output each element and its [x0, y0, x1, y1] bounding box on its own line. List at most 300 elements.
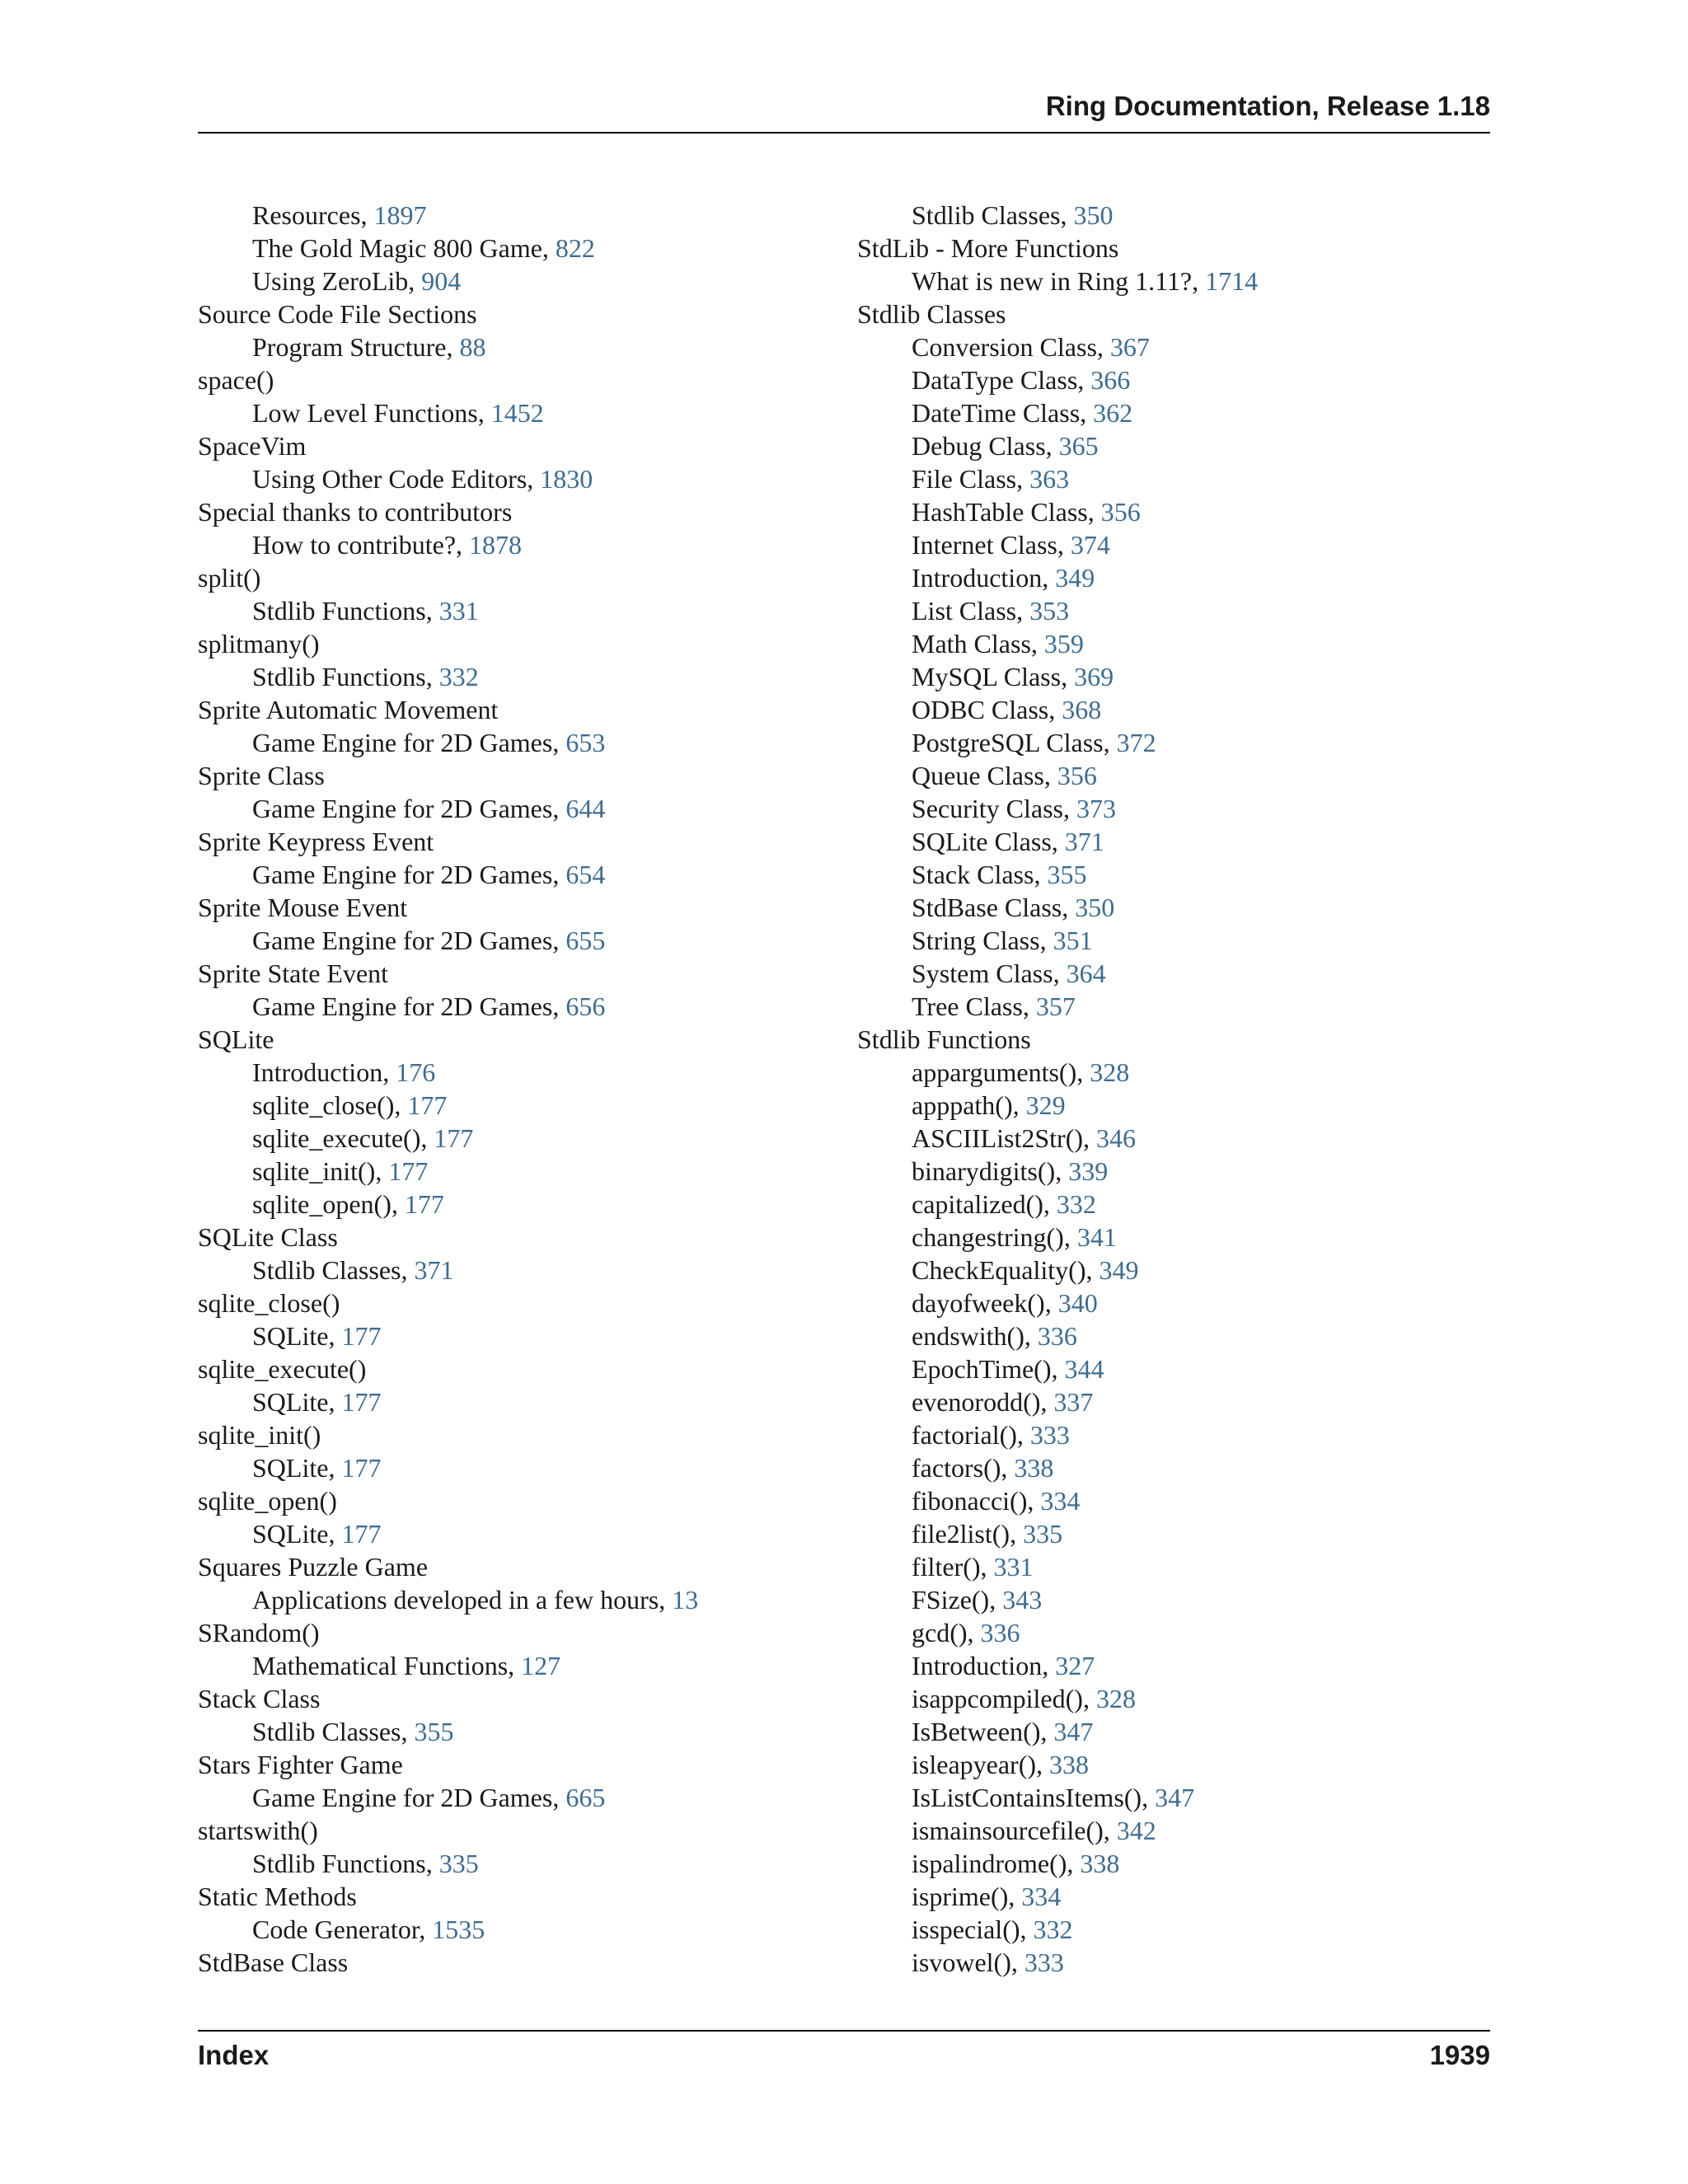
index-entry	[198, 1814, 857, 1847]
index-term: EpochTime(),	[912, 1354, 1065, 1384]
index-term: Mathematical Functions,	[252, 1651, 522, 1680]
index-term: MySQL Class,	[912, 662, 1075, 691]
page-link[interactable]: 341	[1076, 1222, 1117, 1252]
index-term: sqlite_close()	[198, 1288, 340, 1318]
page-link[interactable]: 1452	[490, 398, 544, 428]
index-subentry	[198, 1715, 857, 1748]
page-link[interactable]: 373	[1076, 794, 1116, 823]
index-subentry	[198, 1451, 857, 1484]
index-term: Debug Class,	[912, 431, 1059, 461]
index-term: Code Generator,	[252, 1915, 433, 1944]
index-subentry	[857, 1847, 1517, 1880]
index-term: Game Engine for 2D Games,	[252, 728, 566, 757]
index-term: Game Engine for 2D Games,	[252, 926, 566, 955]
index-subentry	[198, 1583, 857, 1616]
index-subentry	[857, 1550, 1517, 1583]
page-link[interactable]: 374	[1070, 530, 1110, 560]
index-subentry	[198, 1649, 857, 1682]
index-subentry	[857, 1583, 1517, 1616]
index-term: SQLite,	[252, 1387, 342, 1417]
index-term: ispalindrome(),	[912, 1849, 1081, 1878]
page-link[interactable]: 371	[414, 1255, 454, 1285]
page-link[interactable]: 177	[341, 1321, 382, 1351]
page-link[interactable]: 177	[341, 1519, 382, 1549]
page-link[interactable]: 340	[1057, 1288, 1098, 1318]
index-subentry	[857, 924, 1517, 957]
index-term: Tree Class,	[912, 991, 1036, 1021]
index-term: Game Engine for 2D Games,	[252, 860, 566, 889]
index-subentry	[857, 759, 1517, 792]
index-subentry	[857, 1517, 1517, 1550]
index-subentry	[857, 792, 1517, 825]
index-subentry	[857, 495, 1517, 528]
index-subentry	[857, 1319, 1517, 1352]
index-term: Stdlib Classes,	[252, 1255, 415, 1285]
index-term: Stdlib Functions	[857, 1024, 1031, 1054]
index-term: Low Level Functions,	[252, 398, 491, 428]
index-term: isappcompiled(),	[912, 1684, 1096, 1713]
index-term: CheckEquality(),	[912, 1255, 1100, 1285]
page-link[interactable]: 338	[1049, 1750, 1090, 1779]
page-link[interactable]: 13	[672, 1585, 699, 1615]
index-term: Introduction,	[912, 1651, 1056, 1680]
index-term: Using Other Code Editors,	[252, 464, 541, 494]
page-link[interactable]: 656	[565, 991, 606, 1021]
page-link[interactable]: 362	[1093, 398, 1133, 428]
index-term: Stdlib Classes	[857, 299, 1006, 329]
page-link[interactable]: 338	[1014, 1453, 1054, 1483]
index-term: Stack Class	[198, 1684, 321, 1713]
page-link[interactable]: 365	[1058, 431, 1099, 461]
page-link[interactable]: 356	[1100, 497, 1141, 527]
index-subentry	[857, 627, 1517, 660]
index-term: capitalized(),	[912, 1189, 1057, 1219]
page-link[interactable]: 372	[1116, 728, 1156, 757]
index-entry	[857, 298, 1517, 330]
page-link[interactable]: 1535	[432, 1915, 485, 1944]
page-link[interactable]: 346	[1096, 1123, 1136, 1153]
index-term: Applications developed in a few hours,	[252, 1585, 673, 1615]
index-term: HashTable Class,	[912, 497, 1101, 527]
index-subentry	[198, 462, 857, 495]
page-link[interactable]: 339	[1068, 1156, 1109, 1186]
index-subentry	[198, 660, 857, 693]
page-link[interactable]: 654	[565, 860, 606, 889]
index-subentry	[857, 1682, 1517, 1715]
index-subentry	[857, 561, 1517, 594]
page-link[interactable]: 127	[521, 1651, 561, 1680]
index-subentry	[857, 1814, 1517, 1847]
page-link[interactable]: 822	[555, 233, 595, 263]
index-subentry	[857, 330, 1517, 363]
index-term: SQLite Class,	[912, 827, 1065, 856]
index-subentry	[857, 825, 1517, 858]
index-term: PostgreSQL Class,	[912, 728, 1117, 757]
index-subentry	[857, 1385, 1517, 1418]
index-term: gcd(),	[912, 1618, 981, 1647]
index-subentry	[857, 429, 1517, 462]
index-subentry	[857, 199, 1517, 232]
page-link[interactable]: 347	[1053, 1717, 1094, 1746]
page-link[interactable]: 350	[1073, 200, 1114, 230]
index-term: IsListContainsItems(),	[912, 1783, 1156, 1812]
page-link[interactable]: 1878	[469, 530, 523, 560]
page-link[interactable]: 356	[1057, 761, 1097, 790]
page-link[interactable]: 644	[565, 794, 606, 823]
index-term: FSize(),	[912, 1585, 1003, 1615]
page-link[interactable]: 350	[1075, 893, 1115, 922]
index-subentry	[857, 1188, 1517, 1221]
index-subentry	[857, 726, 1517, 759]
index-term: isvowel(),	[912, 1947, 1025, 1977]
page-link[interactable]: 334	[1040, 1486, 1081, 1516]
index-subentry	[857, 1946, 1517, 1979]
index-term: Game Engine for 2D Games,	[252, 1783, 566, 1812]
index-term: SQLite,	[252, 1519, 342, 1549]
index-term: split()	[198, 563, 261, 593]
index-term: Game Engine for 2D Games,	[252, 991, 566, 1021]
index-term: Queue Class,	[912, 761, 1057, 790]
page-link[interactable]: 655	[565, 926, 606, 955]
index-term: StdBase Class,	[912, 893, 1076, 922]
page-link[interactable]: 334	[1021, 1882, 1062, 1911]
index-subentry	[198, 1056, 857, 1089]
page-link[interactable]: 331	[438, 596, 479, 626]
index-term: Sprite Class	[198, 761, 325, 790]
index-subentry	[198, 990, 857, 1023]
index-subentry	[198, 330, 857, 363]
page-link[interactable]: 332	[1033, 1915, 1073, 1944]
page-link[interactable]: 1830	[540, 464, 593, 494]
page-link[interactable]: 347	[1155, 1783, 1195, 1812]
index-term: factorial(),	[912, 1420, 1030, 1450]
page-footer	[198, 2030, 1490, 2071]
index-term: apparguments(),	[912, 1057, 1090, 1087]
page-link[interactable]: 351	[1053, 926, 1093, 955]
page-link[interactable]: 176	[396, 1057, 436, 1087]
index-subentry	[857, 1089, 1517, 1122]
index-subentry	[857, 363, 1517, 396]
page-link[interactable]: 344	[1064, 1354, 1104, 1384]
index-entry	[198, 1352, 857, 1385]
index-term: Stdlib Functions,	[252, 596, 439, 626]
page-link[interactable]: 332	[1056, 1189, 1096, 1219]
page-link[interactable]: 371	[1064, 827, 1104, 856]
index-subentry	[857, 1418, 1517, 1451]
index-term: Sprite State Event	[198, 958, 389, 988]
index-entry	[198, 1682, 857, 1715]
index-subentry	[198, 594, 857, 627]
index-entry	[198, 1023, 857, 1056]
index-term: Program Structure,	[252, 332, 460, 362]
page-link[interactable]: 343	[1002, 1585, 1043, 1615]
index-subentry	[198, 1254, 857, 1286]
index-subentry	[857, 957, 1517, 990]
index-subentry	[857, 1484, 1517, 1517]
index-term: Stack Class,	[912, 860, 1048, 889]
index-entry	[198, 561, 857, 594]
index-entry	[857, 1023, 1517, 1056]
index-term: filter(),	[912, 1552, 994, 1582]
page-link[interactable]: 363	[1029, 464, 1070, 494]
page-link[interactable]: 367	[1109, 332, 1150, 362]
index-term: startswith()	[198, 1816, 318, 1845]
index-subentry	[198, 1319, 857, 1352]
index-subentry	[857, 990, 1517, 1023]
page-link[interactable]: 337	[1053, 1387, 1094, 1417]
index-subentry	[857, 594, 1517, 627]
index-term: isprime(),	[912, 1882, 1022, 1911]
index-term: isleapyear(),	[912, 1750, 1050, 1779]
index-term: Math Class,	[912, 629, 1044, 658]
index-subentry	[857, 1616, 1517, 1649]
index-subentry	[857, 462, 1517, 495]
index-term: Special thanks to contributors	[198, 497, 513, 527]
page-link[interactable]: 331	[993, 1552, 1034, 1582]
index-entry	[198, 1880, 857, 1913]
index-term: Using ZeroLib,	[252, 266, 422, 296]
index-subentry	[198, 1913, 857, 1946]
page-number: 1939	[1429, 2040, 1490, 2070]
page-link[interactable]: 336	[1037, 1321, 1077, 1351]
page-link[interactable]: 364	[1066, 958, 1106, 988]
index-term: Game Engine for 2D Games,	[252, 794, 566, 823]
index-entry	[198, 957, 857, 990]
index-term: isspecial(),	[912, 1915, 1034, 1944]
page-link[interactable]: 177	[434, 1123, 474, 1153]
index-term: sqlite_close(),	[252, 1090, 408, 1120]
index-term: StdLib - More Functions	[857, 233, 1119, 263]
index-entry	[857, 232, 1517, 265]
index-entry	[198, 693, 857, 726]
page-link[interactable]: 353	[1029, 596, 1070, 626]
index-subentry	[857, 1913, 1517, 1946]
index-term: Sprite Automatic Movement	[198, 695, 499, 724]
index-subentry	[857, 660, 1517, 693]
page-link[interactable]: 336	[980, 1618, 1020, 1647]
index-term: Source Code File Sections	[198, 299, 477, 329]
page-link[interactable]: 665	[565, 1783, 606, 1812]
index-term: ASCIIList2Str(),	[912, 1123, 1096, 1153]
index-term: Introduction,	[912, 563, 1056, 593]
page-link[interactable]: 357	[1035, 991, 1076, 1021]
index-term: Stdlib Functions,	[252, 662, 439, 691]
index-entry	[198, 759, 857, 792]
index-subentry	[857, 1649, 1517, 1682]
index-subentry	[198, 726, 857, 759]
index-term: Introduction,	[252, 1057, 396, 1087]
page-link[interactable]: 369	[1074, 662, 1114, 691]
page-header	[198, 91, 1490, 134]
index-subentry	[857, 1781, 1517, 1814]
index-entry	[198, 1616, 857, 1649]
index-term: sqlite_open()	[198, 1486, 337, 1516]
page-link[interactable]: 338	[1080, 1849, 1120, 1878]
index-subentry	[198, 396, 857, 429]
index-term: What is new in Ring 1.11?,	[912, 266, 1206, 296]
index-term: List Class,	[912, 596, 1030, 626]
page-link[interactable]: 355	[1047, 860, 1087, 889]
page-link[interactable]: 349	[1055, 563, 1095, 593]
index-term: SRandom()	[198, 1618, 320, 1647]
page-link[interactable]: 332	[438, 662, 479, 691]
index-term: Stdlib Classes,	[912, 200, 1074, 230]
index-subentry	[857, 528, 1517, 561]
footer-section: Index	[198, 2040, 270, 2070]
index-term: Stdlib Classes,	[252, 1717, 415, 1746]
page-link[interactable]: 342	[1116, 1816, 1156, 1845]
index-subentry	[857, 1254, 1517, 1286]
index-term: sqlite_execute(),	[252, 1123, 434, 1153]
index-subentry	[198, 1847, 857, 1880]
index-term: sqlite_init()	[198, 1420, 321, 1450]
index-term: File Class,	[912, 464, 1030, 494]
index-subentry	[857, 858, 1517, 891]
index-term: IsBetween(),	[912, 1717, 1054, 1746]
index-column-left	[198, 199, 857, 1979]
index-term: ODBC Class,	[912, 695, 1062, 724]
page-link[interactable]: 653	[565, 728, 606, 757]
index-term: SQLite,	[252, 1321, 342, 1351]
index-term: fibonacci(),	[912, 1486, 1041, 1516]
index-entry	[198, 1418, 857, 1451]
index-term: sqlite_init(),	[252, 1156, 389, 1186]
page-link[interactable]: 349	[1099, 1255, 1139, 1285]
index-term: binarydigits(),	[912, 1156, 1069, 1186]
index-subentry	[198, 199, 857, 232]
index-term: Stdlib Functions,	[252, 1849, 439, 1878]
index-subentry	[857, 1122, 1517, 1155]
index-column-right	[857, 199, 1517, 1979]
index-subentry	[198, 1385, 857, 1418]
index-subentry	[198, 528, 857, 561]
index-subentry	[198, 265, 857, 298]
page-link[interactable]: 366	[1090, 365, 1131, 395]
index-subentry	[857, 396, 1517, 429]
index-term: endswith(),	[912, 1321, 1038, 1351]
index-subentry	[198, 1089, 857, 1122]
page-link[interactable]: 328	[1090, 1057, 1130, 1087]
index-columns	[198, 199, 1490, 1995]
page-link[interactable]: 335	[438, 1849, 479, 1878]
index-subentry	[198, 924, 857, 957]
index-term: Sprite Mouse Event	[198, 893, 408, 922]
page-link[interactable]: 333	[1029, 1420, 1070, 1450]
index-term: sqlite_open(),	[252, 1189, 405, 1219]
index-term: String Class,	[912, 926, 1053, 955]
index-term: splitmany()	[198, 629, 320, 658]
index-entry	[198, 1286, 857, 1319]
index-term: DataType Class,	[912, 365, 1091, 395]
index-entry	[198, 495, 857, 528]
index-subentry	[198, 858, 857, 891]
index-entry	[198, 1550, 857, 1583]
page-link[interactable]: 904	[421, 266, 462, 296]
index-term: The Gold Magic 800 Game,	[252, 233, 556, 263]
index-subentry	[198, 1188, 857, 1221]
index-term: changestring(),	[912, 1222, 1077, 1252]
index-subentry	[857, 1286, 1517, 1319]
index-term: DateTime Class,	[912, 398, 1094, 428]
index-term: Conversion Class,	[912, 332, 1110, 362]
document-title: Ring Documentation, Release 1.18	[1045, 91, 1490, 121]
index-entry	[198, 363, 857, 396]
page-link[interactable]: 368	[1062, 695, 1102, 724]
index-term: How to contribute?,	[252, 530, 470, 560]
index-term: StdBase Class	[198, 1947, 349, 1977]
index-entry	[198, 1221, 857, 1254]
index-term: Resources,	[252, 200, 374, 230]
page-link[interactable]: 177	[341, 1387, 382, 1417]
index-subentry	[857, 1352, 1517, 1385]
index-subentry	[857, 265, 1517, 298]
page-link[interactable]: 177	[341, 1453, 382, 1483]
page-link[interactable]: 328	[1095, 1684, 1136, 1713]
index-subentry	[857, 1880, 1517, 1913]
index-subentry	[198, 1781, 857, 1814]
index-subentry	[198, 1122, 857, 1155]
index-entry	[198, 627, 857, 660]
page-link[interactable]: 177	[407, 1090, 448, 1120]
index-term: Stars Fighter Game	[198, 1750, 403, 1779]
index-term: factors(),	[912, 1453, 1015, 1483]
page-link[interactable]: 327	[1055, 1651, 1095, 1680]
index-term: sqlite_execute()	[198, 1354, 367, 1384]
index-subentry	[198, 232, 857, 265]
index-term: Internet Class,	[912, 530, 1071, 560]
index-term: System Class,	[912, 958, 1067, 988]
index-subentry	[198, 792, 857, 825]
page-link[interactable]: 1897	[373, 200, 427, 230]
index-term: SQLite	[198, 1024, 274, 1054]
index-subentry	[857, 1748, 1517, 1781]
page-link[interactable]: 335	[1023, 1519, 1063, 1549]
page-link[interactable]: 177	[404, 1189, 444, 1219]
index-subentry	[857, 1155, 1517, 1188]
page-link[interactable]: 329	[1025, 1090, 1066, 1120]
index-entry	[198, 825, 857, 858]
page-link[interactable]: 359	[1043, 629, 1084, 658]
index-subentry	[857, 891, 1517, 924]
page-link[interactable]: 1714	[1205, 266, 1259, 296]
index-term: ismainsourcefile(),	[912, 1816, 1117, 1845]
page-link[interactable]: 177	[388, 1156, 429, 1186]
index-subentry	[857, 1715, 1517, 1748]
index-term: Sprite Keypress Event	[198, 827, 434, 856]
index-term: SpaceVim	[198, 431, 307, 461]
index-subentry	[857, 1221, 1517, 1254]
index-term: file2list(),	[912, 1519, 1024, 1549]
index-subentry	[857, 693, 1517, 726]
index-entry	[198, 1484, 857, 1517]
index-subentry	[857, 1451, 1517, 1484]
index-entry	[198, 429, 857, 462]
index-term: Security Class,	[912, 794, 1076, 823]
index-entry	[198, 1946, 857, 1979]
index-subentry	[198, 1517, 857, 1550]
page-link[interactable]: 333	[1024, 1947, 1064, 1977]
index-subentry	[857, 1056, 1517, 1089]
page-link[interactable]: 88	[459, 332, 486, 362]
index-entry	[198, 891, 857, 924]
index-term: Squares Puzzle Game	[198, 1552, 429, 1582]
index-term: apppath(),	[912, 1090, 1026, 1120]
index-entry	[198, 298, 857, 330]
index-term: Static Methods	[198, 1882, 357, 1911]
page-link[interactable]: 355	[414, 1717, 454, 1746]
index-term: space()	[198, 365, 274, 395]
index-term: evenorodd(),	[912, 1387, 1054, 1417]
